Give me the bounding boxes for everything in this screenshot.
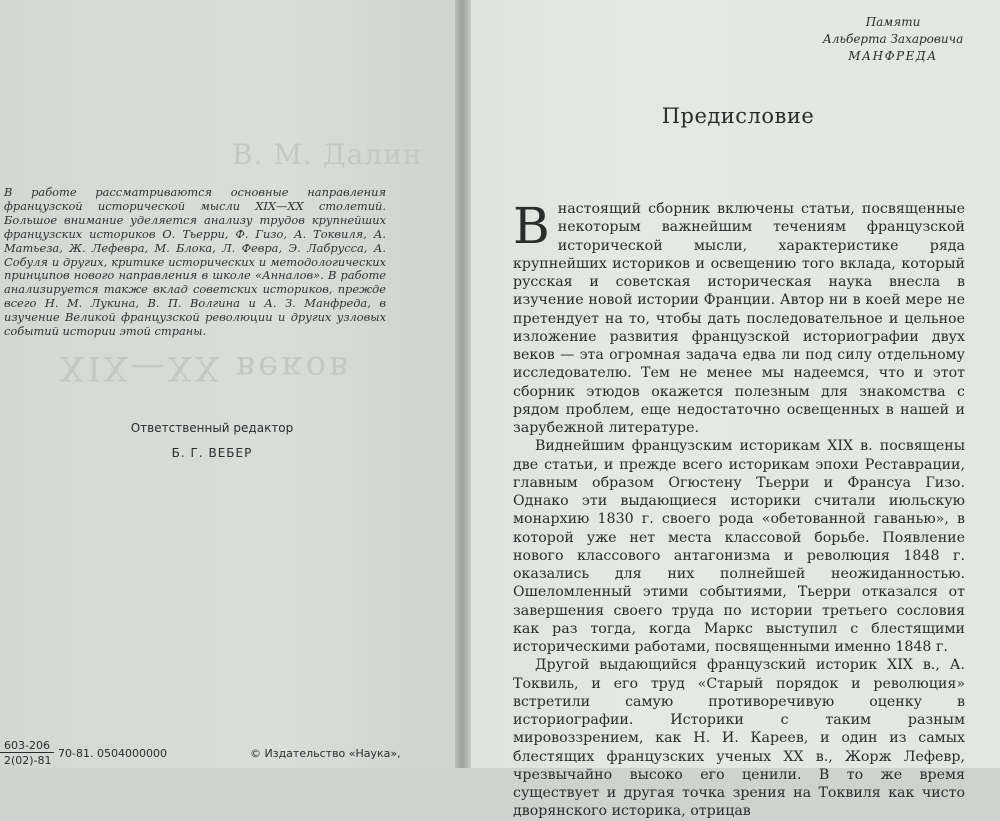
- preface-title: Предисловие: [661, 104, 815, 128]
- drop-cap: В: [513, 197, 550, 255]
- publisher-copyright: © Издательство «Наука»,: [250, 747, 401, 760]
- responsible-editor-name: Б. Г. ВЕБЕР: [171, 446, 253, 460]
- paragraph-2: Виднейшим французским историкам XIX в. посвящены две статьи, и прежде всего историкам эпохи Реставрации, главным образом Огюстену Тьерри и Франсуа Гизо. Однако эти выдающиеся историки считали июльскую монархию 1830 г. своего рода «обетованной гаванью», в которой уже нет места классовой борьбе. Появление нового классового антагонизма и революция 1848 г. оказались для них полнейшей неожиданностью. Ошеломленный этими событиями, Тьерри отказался от завершения своего труда по истории третьего сословия как раз тогда, когда Маркс выступил с блестящими историческими работами, посвященными именно 1848 г.: [513, 438, 965, 655]
- abstract-text: В работе рассматриваются основные направления французской исторической мысли XIX—XX столетий. Большое внимание уделяется анализу трудов крупнейших французских историков О. Тьерри, Ф. Гизо, А. Токвиля, А. Матьеза, Ж. Лефевра, М. Блока, Л. Февра, Э. Лабрусса, А. Собуля и других, критике исторических и методологических принципов нового направления в школе «Анналов». В работе анализируется также вклад советских историков, прежде всего Н. М. Лукина, В. П. Волгина и А. З. Манфреда, в изучение Великой французской революции и других узловых событий истории этой страны.: [4, 185, 386, 339]
- bleed-through-heading: XIX—XX веков: [60, 348, 352, 388]
- paragraph-3: Другой выдающийся французский историк XIX в., А. Токвиль, и его труд «Старый порядок и революция» встретили самую противоречивую оценку в историографии. Историки с таким разным мировоззрением, как Н. И. Кареев, и один из самых блестящих французских ученых XX в., Жорж Лефевр, чрезвычайно высоко его ценили. В то же время существует и другая точка зрения на Токвиля как чисто дворянского историка, отрицав: [513, 657, 965, 820]
- catalog-code-top: 603-206: [4, 739, 50, 752]
- catalog-code-bottom: 2(02)-81: [4, 754, 52, 767]
- paragraph-1-text: настоящий сборник включены статьи, посвященные некоторым важнейшим течениям французской исторической мысли, характеристике ряда крупнейших историков и освещению того вклада, который русская и советская историческая наука внесла в изучение новой истории Франции. Автор ни в коей мере не претендует на то, чтобы дать последовательное и цельное изложение развития французской историографии двух веков — эта огромная задача едва ли под силу отдельному исследователю. Тем не менее мы надеемся, что и этот сборник этюдов окажется полезным для знакомства с рядом проблем, еще недостаточно освещенных в нашей и зарубежной литературе.: [513, 201, 965, 436]
- catalog-number: 70-81. 0504000000: [58, 747, 167, 760]
- dedication: [808, 14, 978, 65]
- bleed-through-title: В. М. Далин: [232, 138, 423, 171]
- left-page: [0, 0, 462, 768]
- paragraph-1: [513, 197, 965, 437]
- catalog-code-rule: [0, 752, 54, 753]
- dedication-line-2: Альберта Захаровича: [822, 32, 964, 46]
- preface-body: [513, 197, 965, 821]
- book-spine: [455, 0, 471, 768]
- dedication-line-1: Памяти: [865, 15, 921, 29]
- responsible-editor-label: Ответственный редактор: [130, 421, 294, 435]
- dedication-line-3: МАНФРЕДА: [848, 49, 938, 63]
